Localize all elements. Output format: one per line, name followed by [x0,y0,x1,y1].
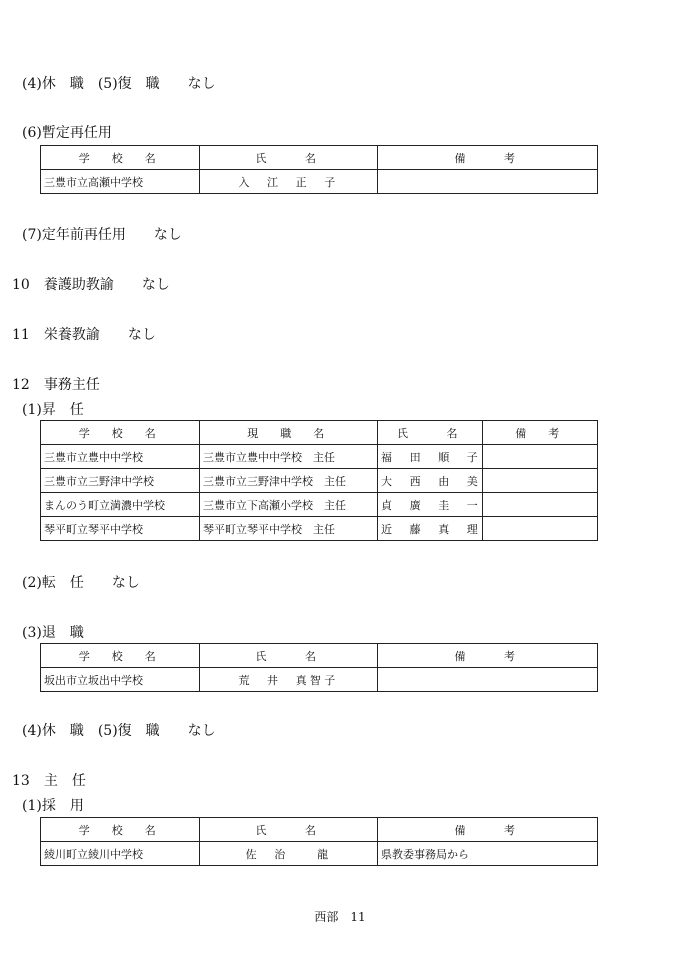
header-remarks: 備 考 [378,644,598,668]
cell-school: 綾川町立綾川中学校 [41,842,200,866]
header-school: 学 校 名 [41,818,200,842]
table-header-row [41,421,598,445]
cell-current-position: 三豊市立豊中中学校 主任 [200,445,378,469]
cell-name: 大 西 由 美 [378,469,483,493]
table-row [41,668,598,692]
cell-name: 貞 廣 圭 一 [378,493,483,517]
section-hiring-heading: (1)採 用 [22,798,84,814]
cell-remarks [483,493,598,517]
table-row [41,469,598,493]
cell-school: 坂出市立坂出中学校 [41,668,200,692]
table-header-row [41,146,598,170]
cell-current-position: 三豊市立下高瀬小学校 主任 [200,493,378,517]
header-school: 学 校 名 [41,421,200,445]
promotion-table [40,420,598,541]
header-remarks: 備 考 [378,818,598,842]
cell-name: 佐 治 龍 [200,842,378,866]
header-name: 氏 名 [378,421,483,445]
section-transfer: (2)転 任 なし [22,575,140,591]
section-pre-retirement-reemployment: (7)定年前再任用 なし [22,227,182,243]
table-row [41,170,598,194]
header-school: 学 校 名 [41,644,200,668]
cell-school: 琴平町立琴平中学校 [41,517,200,541]
table-row [41,842,598,866]
cell-name: 入 江 正 子 [200,170,378,194]
section-leave-return-2: (4)休 職 (5)復 職 なし [22,723,216,739]
cell-current-position: 琴平町立琴平中学校 主任 [200,517,378,541]
cell-school: 三豊市立豊中中学校 [41,445,200,469]
cell-school: 三豊市立三野津中学校 [41,469,200,493]
cell-school: まんのう町立満濃中学校 [41,493,200,517]
table-header-row [41,818,598,842]
cell-name: 近 藤 真 理 [378,517,483,541]
section-provisional-reemployment-heading: (6)暫定再任用 [22,125,112,141]
table-row [41,517,598,541]
section-assistant-nurse-teacher: 10 養護助教諭 なし [12,277,170,293]
cell-remarks: 県教委事務局から [378,842,598,866]
section-nutrition-teacher: 11 栄養教諭 なし [12,327,156,343]
header-name: 氏 名 [200,644,378,668]
cell-remarks [378,668,598,692]
cell-current-position: 三豊市立三野津中学校 主任 [200,469,378,493]
section-promotion-heading: (1)昇 任 [22,402,84,418]
table-row [41,445,598,469]
cell-name: 荒 井 真智子 [200,668,378,692]
page-footer: 西部 11 [314,910,366,924]
section-chief-heading: 13 主 任 [12,773,86,789]
hiring-table [40,817,598,866]
header-remarks: 備 考 [483,421,598,445]
cell-remarks [483,445,598,469]
cell-remarks [483,469,598,493]
cell-school: 三豊市立高瀬中学校 [41,170,200,194]
header-name: 氏 名 [200,146,378,170]
provisional-reemployment-table [40,145,598,194]
header-school: 学 校 名 [41,146,200,170]
table-row [41,493,598,517]
section-office-chief-heading: 12 事務主任 [12,377,100,393]
retirement-table [40,643,598,692]
header-current-position: 現 職 名 [200,421,378,445]
section-retirement-heading: (3)退 職 [22,625,84,641]
cell-name: 福 田 順 子 [378,445,483,469]
section-leave-return: (4)休 職 (5)復 職 なし [22,76,216,92]
header-name: 氏 名 [200,818,378,842]
header-remarks: 備 考 [378,146,598,170]
table-header-row [41,644,598,668]
cell-remarks [378,170,598,194]
cell-remarks [483,517,598,541]
